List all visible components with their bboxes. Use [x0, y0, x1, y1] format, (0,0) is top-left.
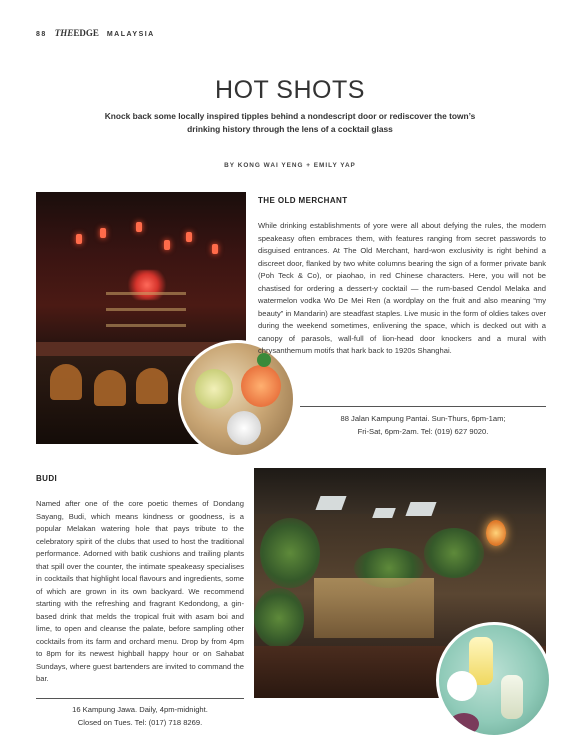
budi-body: Named after one of the core poetic themes of Dondang Sayang, Budi, which means kindness or goodness, is a popular Melakan watering hole that pays tribute to the celebratory spirit of the clubs that used to host the traditional performance. Adorned with batik cushions and trailing plants that spill over the counter, the intimate speakeasy specialises in cocktails that highlight local flavours and ingredients, some of which are grown in its own backyard. We recommend starting with the refreshing and fragrant Kedondong, a gin-based drink that melds the tropical fruit with asam boi and lime, to open and cleanse the palate, before sampling other cocktails from its farm and orchard menu. Drop by from 4pm to 8pm for its newest highball happy hour or on Sahabat Sundays, where guest bartenders are invited to command the bar.: [36, 499, 244, 683]
old-merchant-cocktails-photo: [178, 340, 296, 458]
publication-region: MALAYSIA: [106, 31, 155, 38]
old-merchant-rule: [300, 406, 546, 407]
article-title: HOT SHOTS: [215, 76, 365, 104]
budi-heading: BUDI: [36, 474, 58, 483]
publication-logo: THEEDGE: [54, 28, 99, 38]
budi-rule: [36, 698, 244, 699]
old-merchant-address: 88 Jalan Kampung Pantai. Sun-Thurs, 6pm-1am; Fri-Sat, 6pm-2am. Tel: (019) 627 9020.: [340, 414, 506, 436]
article-byline: BY KONG WAI YENG + EMILY YAP: [224, 162, 356, 169]
running-header: [36, 28, 155, 38]
budi-cocktails-photo: [436, 622, 552, 738]
old-merchant-body: While drinking establishments of yore were all about defying the rules, the modern speakeasy often embraces them, with features ranging from secret passwords to disguised entrances. At The Old Merchant, hard-won exclusivity is right behind a discreet door, flanked by two white columns bearing the sign of a former private bank (Poh Teck & Co), or piaohao, in red Chinese characters. Here, you will not be chastised for ordering a dessert-y cocktail — the rum-based Cendol Melaka and watermelon vodka Wo De Mei Ren (a wordplay on the fruit and also meaning “my beauty” in Mandarin) are steadfast staples. Live music in the form of oldies takes over during the weekend sometimes, enlivening the space, which is decked out with a canopy of parasols, wall-full of lion-head door knockers and a mural with chrysanthemum motifs that hark back to 1920s Shanghai.: [258, 221, 546, 355]
article-deck: Knock back some locally inspired tipples behind a nondescript door or rediscover the town’s drinking history through the lens of a cocktail glass: [104, 111, 476, 134]
old-merchant-heading: THE OLD MERCHANT: [258, 196, 348, 205]
page-number: 88: [36, 31, 47, 38]
budi-address: 16 Kampung Jawa. Daily, 4pm-midnight. Closed on Tues. Tel: (017) 718 8269.: [72, 705, 208, 727]
